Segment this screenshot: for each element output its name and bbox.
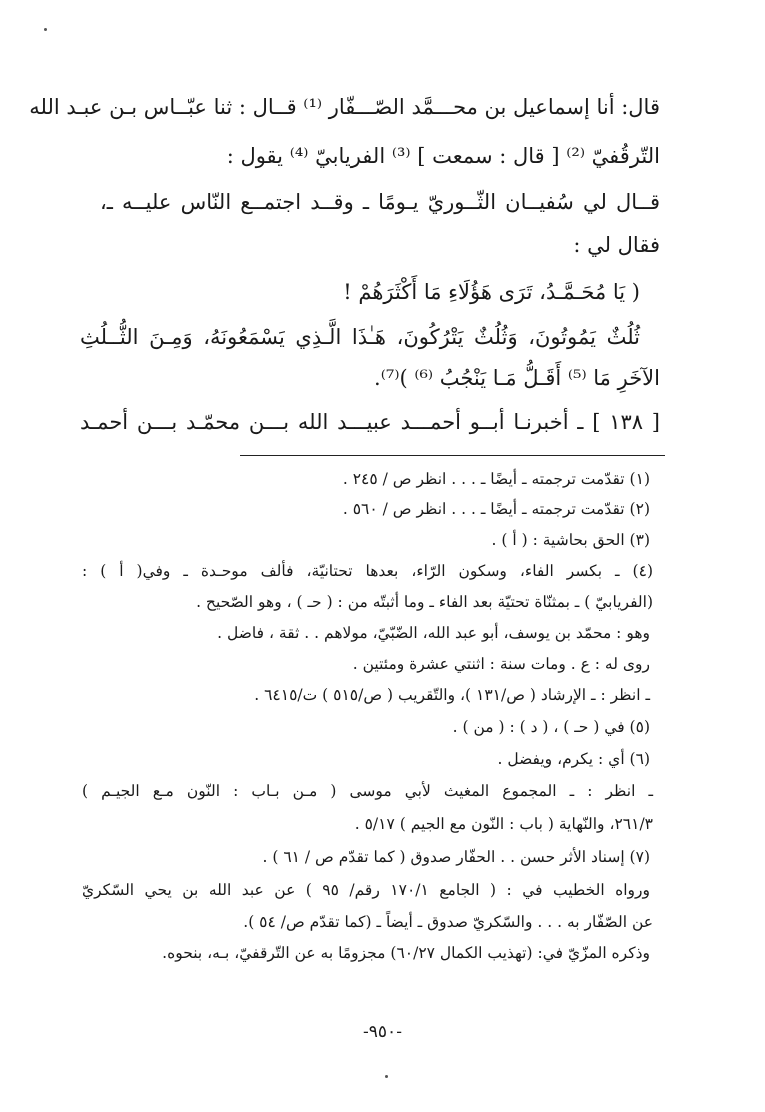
footnote-4-cont-3: روى له : ع . ومات سنة : اثنتي عشرة ومئتين .	[352, 655, 650, 673]
footnote-7-cont-3: وذكره المزّيّ في: (تهذيب الكمال ٦٠/٢٧) مجزومًا به عن التّرقفيّ، بـه، بنحوه.	[162, 944, 650, 962]
footnote-7-cont: ورواه الخطيب في : ( الجامع ١٧٠/١ رقم/ ٩٥ ) عن عبد الله بن يحي السّكريّ	[82, 881, 651, 899]
footnote-6: (٦) أي : يكرم، ويفضل .	[497, 750, 650, 768]
main-text-line-1: قال: أنا إسماعيل بن محـــمَّد الصّـــفّار ⁽¹⁾ قــال : ثنا عبّــاس بـن عبـد الله	[29, 95, 660, 119]
quote-line-2: ثُلُثٌ يَمُوتُونَ، وَثُلُثٌ يَتْرُكُونَ، هَـٰذَا الَّـذِي يَسْمَعُونَهُ، وَمِـنَ الثُّــلُثِ	[80, 325, 640, 349]
quote-line-3: الآخَرِ مَا ⁽⁵⁾ أَقَـلُّ مَـا يَنْجُبُ ⁽⁶⁾ )⁽⁷⁾.	[374, 366, 660, 390]
footnote-4-cont: (الفريابيّ ) ـ بمثنّاة تحتيّة بعد الفاء ـ وما أثبتّه من : ( حـ ) ، وهو الصّحيح .	[196, 593, 653, 611]
footnote-4-cont-2: وهو : محمّد بن يوسف، أبو عبد الله، الضّبّيّ، مولاهم . . ثقة ، فاضل .	[217, 624, 650, 642]
footnote-3: (٣) الحق بحاشية : ( أ ) .	[491, 531, 650, 549]
footnote-7: (٧) إسناد الأثر حسن . . الحفّار صدوق ( كما تقدّم ص / ٦١ ) .	[262, 848, 650, 866]
hadith-number-line: [ ١٣٨ ] ـ أخبرنـا أبــو أحمـــد عبيـــد الله بـــن محمّـد بـــن أحمـد	[80, 410, 660, 434]
page-number: -٩٥٠-	[363, 1022, 402, 1042]
scan-speck	[44, 28, 47, 31]
footnote-4: (٤) ـ بكسر الفاء، وسكون الرّاء، بعدها تحتانيّة، فألف موحـدة ـ وفي( أ ) :	[82, 562, 653, 580]
footnote-4-refs: ـ انظر : ـ الإرشاد ( ص/١٣١ )، والتّقريب ( ص/٥١٥ ) ت/٦٤١٥ .	[254, 686, 650, 704]
main-text-line-3: قــال لي سُفيــان الثّــوريّ يـومًا ـ وقــد اجتمــع النّاس عليــه ـ،	[100, 190, 660, 214]
footnote-5: (٥) في ( حـ ) ، ( د ) : ( من ) .	[452, 718, 650, 736]
footnote-1: (١) تقدّمت ترجمته ـ أيضًا ـ . . . انظر ص / ٢٤٥ .	[342, 470, 650, 488]
footnote-2: (٢) تقدّمت ترجمته ـ أيضًا ـ . . . انظر ص / ٥٦٠ .	[342, 500, 650, 518]
main-text-line-4: فقال لي :	[573, 233, 660, 257]
quote-line-1: ( يَا مُحَـمَّـدُ، تَرَى هَؤُلَاءِ مَا أَكْثَرَهُمْ !	[343, 280, 640, 304]
main-text-line-2: التّرقُفيّ ⁽²⁾ [ قال : سمعت ] ⁽³⁾ الفريابيّ ⁽⁴⁾ يقول :	[226, 144, 660, 168]
footnote-7-cont-2: عن الصّفّار به . . . والسّكريّ صدوق ـ أيضاً ـ (كما تقدّم ص/ ٥٤ ).	[243, 913, 653, 931]
footnote-separator	[240, 455, 665, 456]
footnote-6-refs-cont: ٢٦١/٣، والنّهاية ( باب : النّون مع الجيم ) ٥/١٧ .	[354, 815, 653, 833]
footnote-6-refs: ـ انظر : ـ المجموع المغيث لأبي موسى ( مـن بـاب : النّون مـع الجيـم )	[82, 782, 653, 800]
scan-speck	[385, 1075, 388, 1078]
